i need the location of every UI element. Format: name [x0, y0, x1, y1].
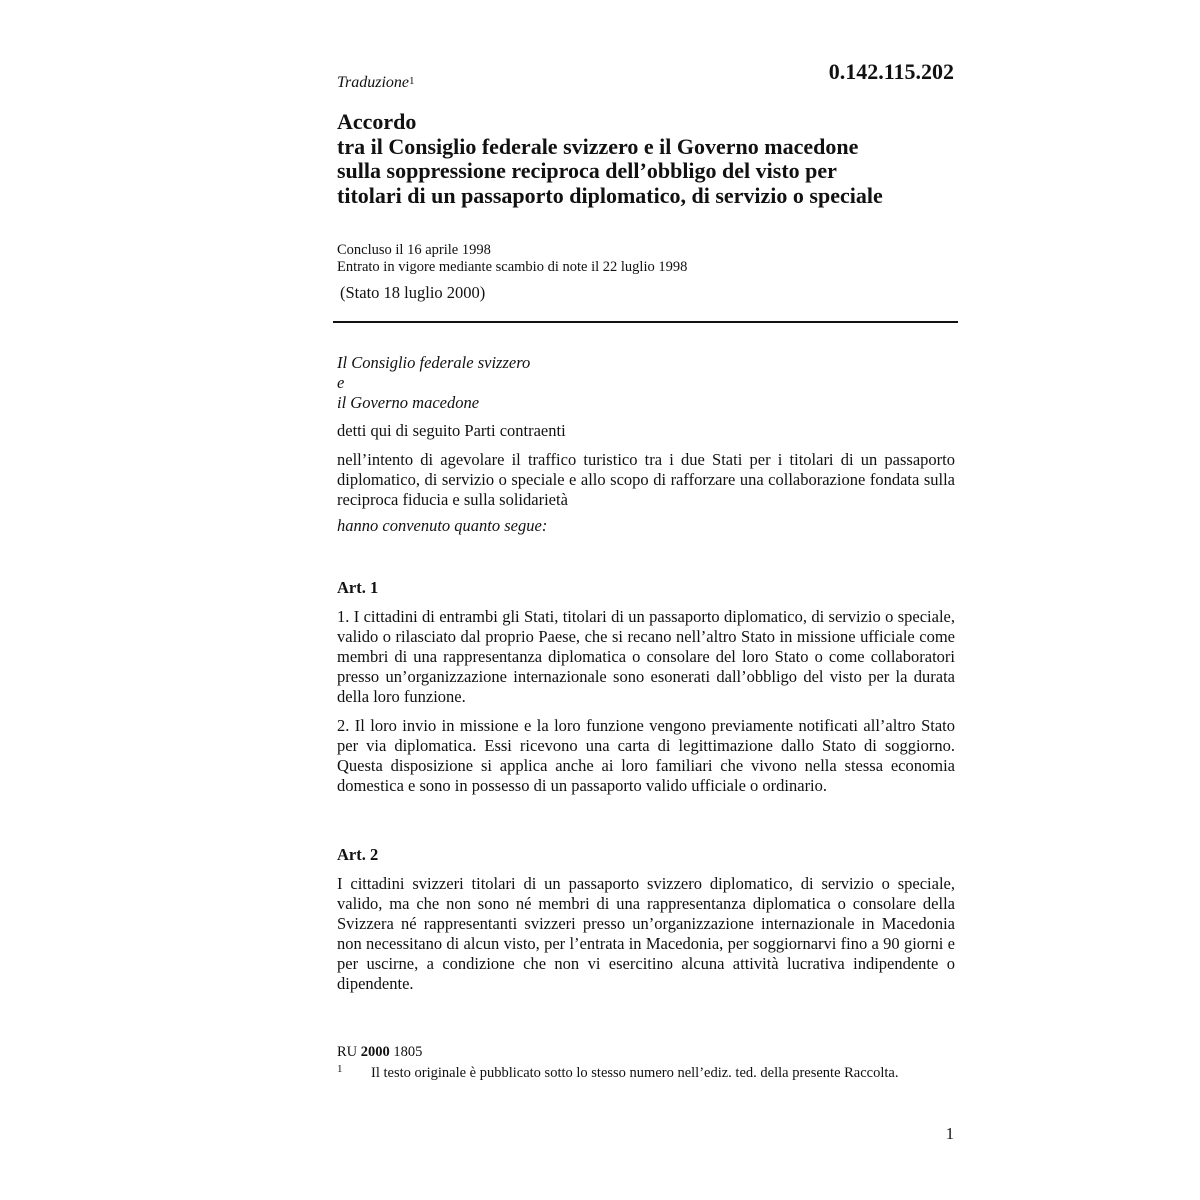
ru-reference: RU 2000 1805 [337, 1044, 423, 1060]
party-swiss: Il Consiglio federale svizzero [337, 353, 531, 372]
contracting-parties [337, 353, 530, 413]
preamble-agreed: hanno convenuto quanto segue: [337, 516, 548, 535]
title-line: tra il Consiglio federale svizzero e il Governo macedone [337, 133, 859, 159]
party-macedonian: il Governo macedone [337, 393, 480, 412]
title-line: Accordo [337, 109, 417, 134]
article-1-paragraph-1: 1. I cittadini di entrambi gli Stati, titolari di un passaporto diplomatico, di servizio o speciale, valido o rilasciato dal proprio Paese, che si recano nell’altro Stato in missione ufficiale come membri di una rappresentanza diplomatica o consolare del loro Stato o come collaboratori presso un’organizzazione internazionale sono esonerati dall’obbligo del visto per la durata della loro funzione. [337, 607, 955, 706]
translation-label: Traduzione$^1$ [337, 74, 415, 91]
footnote-text: Il testo originale è pubblicato sotto lo stesso numero nell’ediz. ted. della presente Raccolta. [371, 1065, 899, 1081]
status-date: (Stato 18 luglio 2000) [340, 283, 486, 302]
parties-designation: detti qui di seguito Parti contraenti [337, 421, 566, 440]
title-line: sulla soppressione reciproca dell’obbligo del visto per [337, 158, 837, 183]
title-line: titolari di un passaporto diplomatico, di servizio o speciale [337, 182, 883, 208]
header-divider [333, 321, 958, 323]
article-2-heading: Art. 2 [337, 845, 379, 864]
conclusion-info [337, 242, 687, 276]
document-number: 0.142.115.202 [828, 59, 954, 84]
concluded-date: Concluso il 16 aprile 1998 [337, 242, 491, 258]
in-force-date: Entrato in vigore mediante scambio di note il 22 luglio 1998 [337, 259, 688, 275]
footnote-number: 1 [337, 1063, 343, 1075]
page-number: 1 [945, 1124, 954, 1143]
article-2-paragraph-1: I cittadini svizzeri titolari di un passaporto svizzero diplomatico, di servizio o speciale, valido, ma che non sono né membri di una rappresentanza diplomatica o consolare della Svizzera né rappresentanti svizzeri presso un’organizzazione internazionale in Macedonia non necessitano di alcun visto, per l’entrata in Macedonia, per soggiornarvi fino a 90 giorni e per uscirne, a condizione che non vi esercitino alcuna attività lucrativa indipendente o dipendente. [337, 874, 955, 993]
document-title [337, 110, 977, 208]
article-1-paragraph-2: 2. Il loro invio in missione e la loro funzione vengono previamente notificati all’altro Stato per via diplomatica. Essi ricevono una carta di legittimazione dallo Stato di soggiorno. Questa disposizione si applica anche ai loro familiari che vivono nella stessa economia domestica e sono in possesso di un passaporto valido ufficiale o ordinario. [337, 716, 955, 795]
footnote-ref[interactable]: 1 [409, 75, 415, 87]
article-1-heading: Art. 1 [337, 578, 379, 597]
preamble-intent: nell’intento di agevolare il traffico turistico tra i due Stati per i titolari di un passaporto diplomatico, di servizio o speciale e allo scopo di rafforzare una collaborazione fondata sulla reciproca fiducia e sulla solidarietà [337, 450, 955, 509]
party-conjunction: e [337, 373, 345, 392]
